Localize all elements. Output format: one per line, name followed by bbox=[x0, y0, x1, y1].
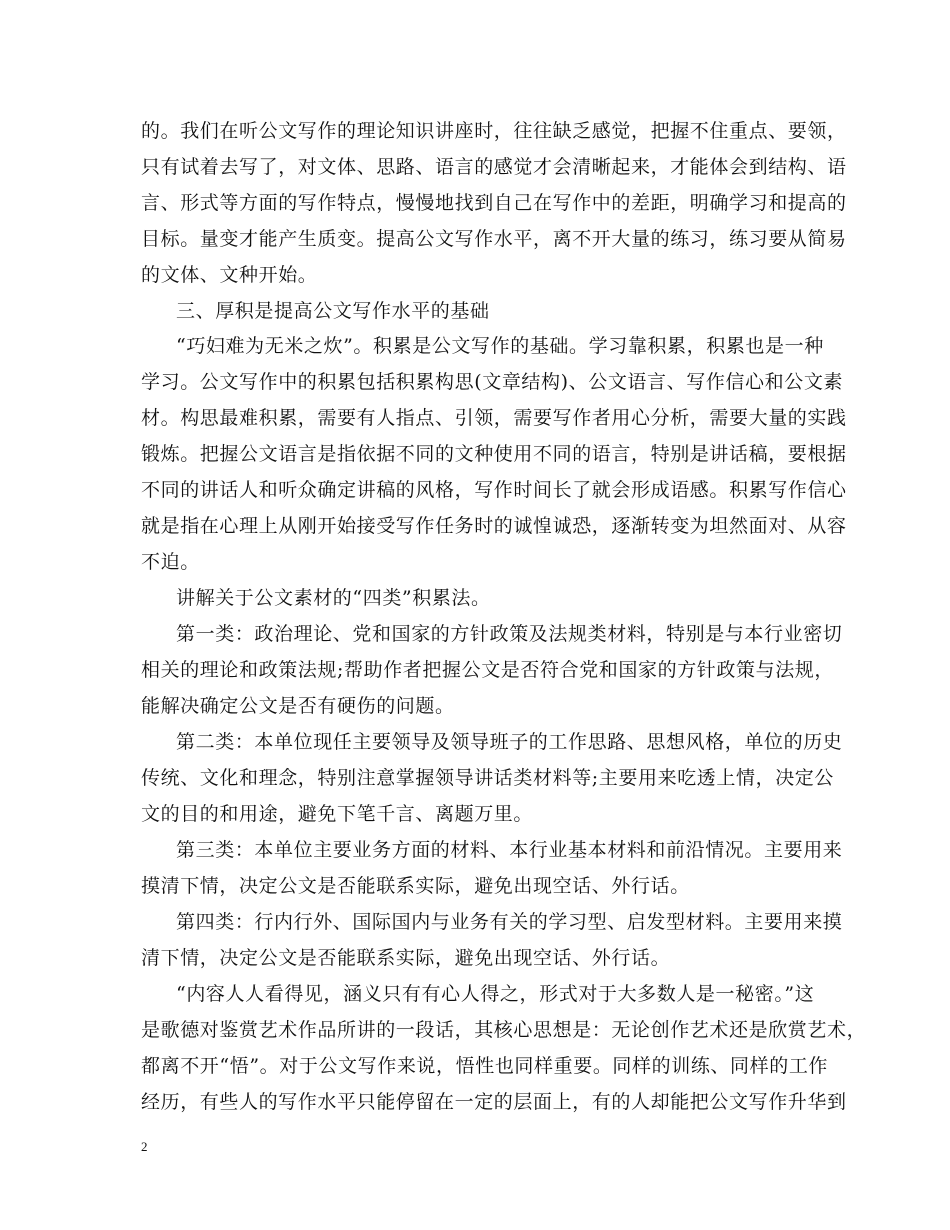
body-text-line: 学习。公文写作中的积累包括积累构思(文章结构)、公文语言、写作信心和公文素 bbox=[141, 371, 844, 393]
body-text-line: 不同的讲话人和听众确定讲稿的风格，写作时间长了就会形成语感。积累写作信心 bbox=[141, 479, 847, 501]
body-text-line: 的文体、文种开始。 bbox=[141, 264, 318, 286]
body-text-line: 锻炼。把握公文语言是指依据不同的文种使用不同的语言，特别是讲话稿，要根据 bbox=[141, 443, 847, 465]
body-text-line: 讲解关于公文素材的“四类”积累法。 bbox=[176, 587, 491, 609]
body-text-line: 不迫。 bbox=[141, 551, 200, 573]
body-text-line: 清下情，决定公文是否能联系实际，避免出现空话、外行话。 bbox=[141, 947, 671, 969]
body-text-line: 能解决确定公文是否有硬伤的问题。 bbox=[141, 695, 455, 717]
body-text-line: 都离不开“悟”。对于公文写作来说，悟性也同样重要。同样的训练、同样的工作 bbox=[141, 1055, 829, 1077]
body-text-line: 第一类：政治理论、党和国家的方针政策及法规类材料，特别是与本行业密切 bbox=[176, 623, 843, 645]
page-number: 2 bbox=[141, 1139, 148, 1154]
body-text-line: “巧妇难为无米之炊”。积累是公文写作的基础。学习靠积累，积累也是一种 bbox=[176, 335, 824, 357]
body-text-line: 传统、文化和理念，特别注意掌握领导讲话类材料等;主要用来吃透上情，决定公 bbox=[141, 767, 835, 789]
body-text-line: 摸清下情，决定公文是否能联系实际，避免出现空话、外行话。 bbox=[141, 875, 690, 897]
body-text-line: “内容人人看得见，涵义只有有心人得之，形式对于大多数人是一秘密。”这 bbox=[176, 983, 815, 1005]
body-text-line: 相关的理论和政策法规;帮助作者把握公文是否符合党和国家的方针政策与法规， bbox=[141, 659, 835, 681]
body-text-line: 材。构思最难积累，需要有人指点、引领，需要写作者用心分析，需要大量的实践 bbox=[141, 407, 847, 429]
body-text-line: 第三类：本单位主要业务方面的材料、本行业基本材料和前沿情况。主要用来 bbox=[176, 839, 843, 861]
body-text-line: 只有试着去写了，对文体、思路、语言的感觉才会清晰起来，才能体会到结构、语 bbox=[141, 156, 847, 178]
body-text-line: 文的目的和用途，避免下笔千言、离题万里。 bbox=[141, 803, 534, 825]
body-text-line: 的。我们在听公文写作的理论知识讲座时，往往缺乏感觉，把握不住重点、要领， bbox=[141, 120, 847, 142]
body-text-line: 是歌德对鉴赏艺术作品所讲的一段话，其核心思想是：无论创作艺术还是欣赏艺术， bbox=[141, 1019, 867, 1041]
body-text-line: 言、形式等方面的写作特点，慢慢地找到自己在写作中的差距，明确学习和提高的 bbox=[141, 192, 847, 214]
body-text-line: 经历，有些人的写作水平只能停留在一定的层面上，有的人却能把公文写作升华到 bbox=[141, 1091, 847, 1113]
body-text-line: 第二类：本单位现任主要领导及领导班子的工作思路、思想风格，单位的历史 bbox=[176, 731, 843, 753]
body-text-line: 就是指在心理上从刚开始接受写作任务时的诚惶诚恐，逐渐转变为坦然面对、从容 bbox=[141, 515, 847, 537]
body-text-line: 目标。量变才能产生质变。提高公文写作水平，离不开大量的练习，练习要从简易 bbox=[141, 228, 847, 250]
section-heading: 三、厚积是提高公文写作水平的基础 bbox=[176, 300, 490, 322]
body-text-line: 第四类：行内行外、国际国内与业务有关的学习型、启发型材料。主要用来摸 bbox=[176, 911, 843, 933]
